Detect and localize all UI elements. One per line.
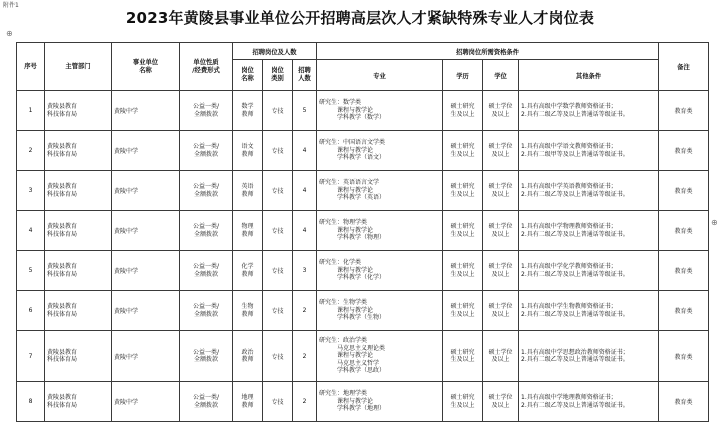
cell-post: 数学 教师 [233,91,263,131]
cell-degree: 硕士学位 及以上 [483,291,519,331]
cell-major: 研究生：中国语言文学类 课程与教学论 学科教学（语文） [317,131,443,171]
cell-other: 1.具有高级中学思想政治教师资格证书； 2.具有二级乙等及以上普通话等级证书。 [519,331,659,382]
cell-education: 硕士研究 生及以上 [443,131,483,171]
cell-count: 4 [293,131,317,171]
cell-type: 专技 [263,382,293,422]
cell-dept: 黄陵县教育 科技体育局 [45,251,112,291]
cell-count: 2 [293,331,317,382]
cell-type: 专技 [263,211,293,251]
header-unit: 事业单位 名称 [112,43,180,91]
cell-dept: 黄陵县教育 科技体育局 [45,91,112,131]
header-other: 其他条件 [519,60,659,91]
header-post-type: 岗位 类别 [263,60,293,91]
cell-major: 研究生：生物学类 课程与教学论 学科教学（生物） [317,291,443,331]
cell-type: 专技 [263,131,293,171]
positions-table [16,42,709,422]
header-seq: 序号 [17,43,45,91]
header-dept: 主管部门 [45,43,112,91]
table-row [17,251,709,291]
table-row [17,291,709,331]
cell-seq: 1 [17,91,45,131]
cell-type: 专技 [263,291,293,331]
cell-type: 专技 [263,251,293,291]
cell-degree: 硕士学位 及以上 [483,331,519,382]
cell-nature: 公益一类/ 全额拨款 [180,171,233,211]
cell-degree: 硕士学位 及以上 [483,91,519,131]
cell-other: 1.具有高级中学语文教师资格证书； 2.具有二级甲等及以上普通话等级证书。 [519,131,659,171]
add-column-icon[interactable]: ⊕ [711,218,718,227]
cell-post: 生物 教师 [233,291,263,331]
cell-dept: 黄陵县教育 科技体育局 [45,171,112,211]
cell-post: 英语 教师 [233,171,263,211]
cell-dept: 黄陵县教育 科技体育局 [45,331,112,382]
cell-dept: 黄陵县教育 科技体育局 [45,131,112,171]
cell-seq: 3 [17,171,45,211]
cell-other: 1.具有高级中学数学教师资格证书； 2.具有二级乙等及以上普通话等级证书。 [519,91,659,131]
table-row [17,211,709,251]
header-education: 学历 [443,60,483,91]
cell-degree: 硕士学位 及以上 [483,131,519,171]
cell-count: 4 [293,171,317,211]
cell-nature: 公益一类/ 全额拨款 [180,211,233,251]
cell-education: 硕士研究 生及以上 [443,291,483,331]
cell-major: 研究生：地理学类 课程与教学论 学科教学（地理） [317,382,443,422]
cell-unit: 黄陵中学 [112,382,180,422]
cell-seq: 2 [17,131,45,171]
cell-dept: 黄陵县教育 科技体育局 [45,382,112,422]
cell-remark: 教育类 [659,131,709,171]
cell-major: 研究生：英语语言文学 课程与教学论 学科教学（英语） [317,171,443,211]
cell-major: 研究生：政治学类 马克思主义理论类 课程与教学论 马克思主义哲学 学科教学（思政） [317,331,443,382]
header-count: 招聘 人数 [293,60,317,91]
cell-remark: 教育类 [659,291,709,331]
cell-seq: 4 [17,211,45,251]
cell-nature: 公益一类/ 全额拨款 [180,131,233,171]
cell-degree: 硕士学位 及以上 [483,171,519,211]
cell-post: 物理 教师 [233,211,263,251]
cell-post: 语文 教师 [233,131,263,171]
cell-other: 1.具有高级中学生物教师资格证书； 2.具有二级乙等及以上普通话等级证书。 [519,291,659,331]
cell-seq: 8 [17,382,45,422]
cell-unit: 黄陵中学 [112,171,180,211]
cell-degree: 硕士学位 及以上 [483,251,519,291]
attachment-label: 附件1 [3,2,19,9]
cell-unit: 黄陵中学 [112,91,180,131]
cell-unit: 黄陵中学 [112,331,180,382]
header-qualifications-group: 招聘岗位所需资格条件 [317,43,659,60]
cell-education: 硕士研究 生及以上 [443,331,483,382]
table-row [17,91,709,131]
cell-nature: 公益一类/ 全额拨款 [180,382,233,422]
header-positions-group: 招聘岗位及人数 [233,43,317,60]
cell-count: 4 [293,211,317,251]
cell-major: 研究生：物理学类 课程与教学论 学科教学（物理） [317,211,443,251]
cell-major: 研究生：数学类 课程与教学论 学科教学（数学） [317,91,443,131]
cell-remark: 教育类 [659,382,709,422]
header-major: 专业 [317,60,443,91]
cell-education: 硕士研究 生及以上 [443,171,483,211]
cell-dept: 黄陵县教育 科技体育局 [45,291,112,331]
cell-other: 1.具有高级中学物理教师资格证书； 2.具有二级乙等及以上普通话等级证书。 [519,211,659,251]
cell-degree: 硕士学位 及以上 [483,211,519,251]
cell-type: 专技 [263,171,293,211]
cell-degree: 硕士学位 及以上 [483,382,519,422]
header-remark: 备注 [659,43,709,91]
cell-seq: 6 [17,291,45,331]
table-row [17,131,709,171]
cell-remark: 教育类 [659,91,709,131]
cell-remark: 教育类 [659,171,709,211]
cell-education: 硕士研究 生及以上 [443,91,483,131]
cell-other: 1.具有高级中学英语教师资格证书； 2.具有二级乙等及以上普通话等级证书。 [519,171,659,211]
cell-unit: 黄陵中学 [112,251,180,291]
header-post-name: 岗位 名称 [233,60,263,91]
cell-count: 2 [293,382,317,422]
cell-unit: 黄陵中学 [112,211,180,251]
cell-post: 地理 教师 [233,382,263,422]
header-degree: 学位 [483,60,519,91]
cell-type: 专技 [263,91,293,131]
cell-other: 1.具有高级中学地理教师资格证书； 2.具有二级乙等及以上普通话等级证书。 [519,382,659,422]
cell-unit: 黄陵中学 [112,131,180,171]
cell-major: 研究生：化学类 课程与教学论 学科教学（化学） [317,251,443,291]
cell-remark: 教育类 [659,211,709,251]
cell-post: 化学 教师 [233,251,263,291]
cell-remark: 教育类 [659,331,709,382]
cell-nature: 公益一类/ 全额拨款 [180,251,233,291]
move-handle-icon[interactable]: ⊕ [6,29,13,38]
page-title: 2023年黄陵县事业单位公开招聘高层次人才紧缺特殊专业人才岗位表 [125,9,595,27]
cell-other: 1.具有高级中学化学教师资格证书； 2.具有二级乙等及以上普通话等级证书。 [519,251,659,291]
cell-seq: 5 [17,251,45,291]
cell-nature: 公益一类/ 全额拨款 [180,331,233,382]
cell-dept: 黄陵县教育 科技体育局 [45,211,112,251]
table-row [17,331,709,382]
header-nature: 单位性质 /经费形式 [180,43,233,91]
cell-count: 2 [293,291,317,331]
cell-nature: 公益一类/ 全额拨款 [180,291,233,331]
cell-count: 5 [293,91,317,131]
table-row [17,171,709,211]
cell-education: 硕士研究 生及以上 [443,382,483,422]
cell-education: 硕士研究 生及以上 [443,211,483,251]
cell-unit: 黄陵中学 [112,291,180,331]
cell-post: 政治 教师 [233,331,263,382]
cell-seq: 7 [17,331,45,382]
cell-type: 专技 [263,331,293,382]
cell-remark: 教育类 [659,251,709,291]
cell-education: 硕士研究 生及以上 [443,251,483,291]
cell-count: 3 [293,251,317,291]
cell-nature: 公益一类/ 全额拨款 [180,91,233,131]
